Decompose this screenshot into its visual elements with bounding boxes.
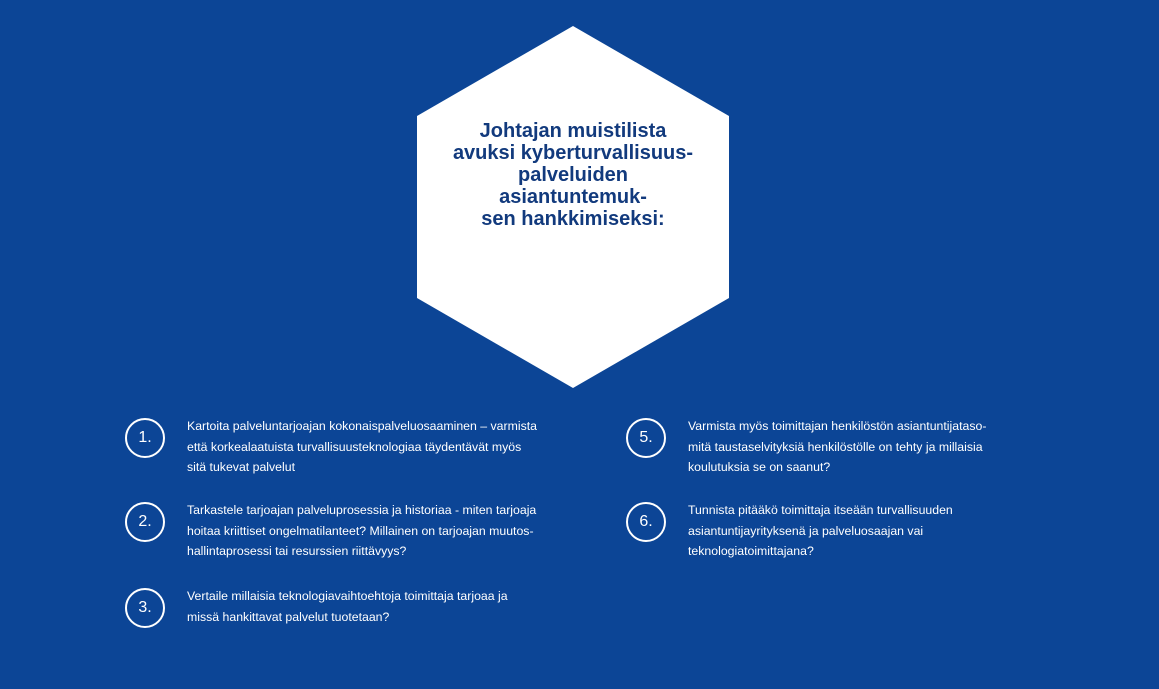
number-badge-1: 1. — [125, 418, 165, 458]
hexagon-card — [417, 26, 729, 388]
checklist-item-text-6: Tunnista pitääkö toimittaja itseään turvallisuuden asiantuntijayrityksenä ja palveluosaajan vai teknologiatoimittajana? — [688, 503, 953, 558]
checklist-item-text-1: Kartoita palveluntarjoajan kokonaispalveluosaaminen – varmista että korkealaatuista turvallisuusteknologiaa täydentävät myös sitä tukevat palvelut — [187, 419, 537, 474]
number-badge-5: 5. — [626, 418, 666, 458]
checklist-item-text-5: Varmista myös toimittajan henkilöstön asiantuntijataso- mitä taustaselvityksiä henkilöstölle on tehty ja millaisia koulutuksia se on saanut? — [688, 419, 987, 474]
number-badge-3: 3. — [125, 588, 165, 628]
number-badge-2: 2. — [125, 502, 165, 542]
number-badge-6: 6. — [626, 502, 666, 542]
checklist-item-text-3: Vertaile millaisia teknologiavaihtoehtoja toimittaja tarjoaa ja missä hankittavat palvelut tuotetaan? — [187, 589, 508, 624]
page-title: Johtajan muistilista avuksi kyberturvallisuus- palveluiden asiantuntemuk- sen hankkimiseksi: — [452, 120, 694, 230]
checklist-item-text-2: Tarkastele tarjoajan palveluprosessia ja historiaa - miten tarjoaja hoitaa kriittiset ongelmatilanteet? Millainen on tarjoajan muutos- hallintaprosessi tai resurssien riittävyys? — [187, 503, 537, 558]
